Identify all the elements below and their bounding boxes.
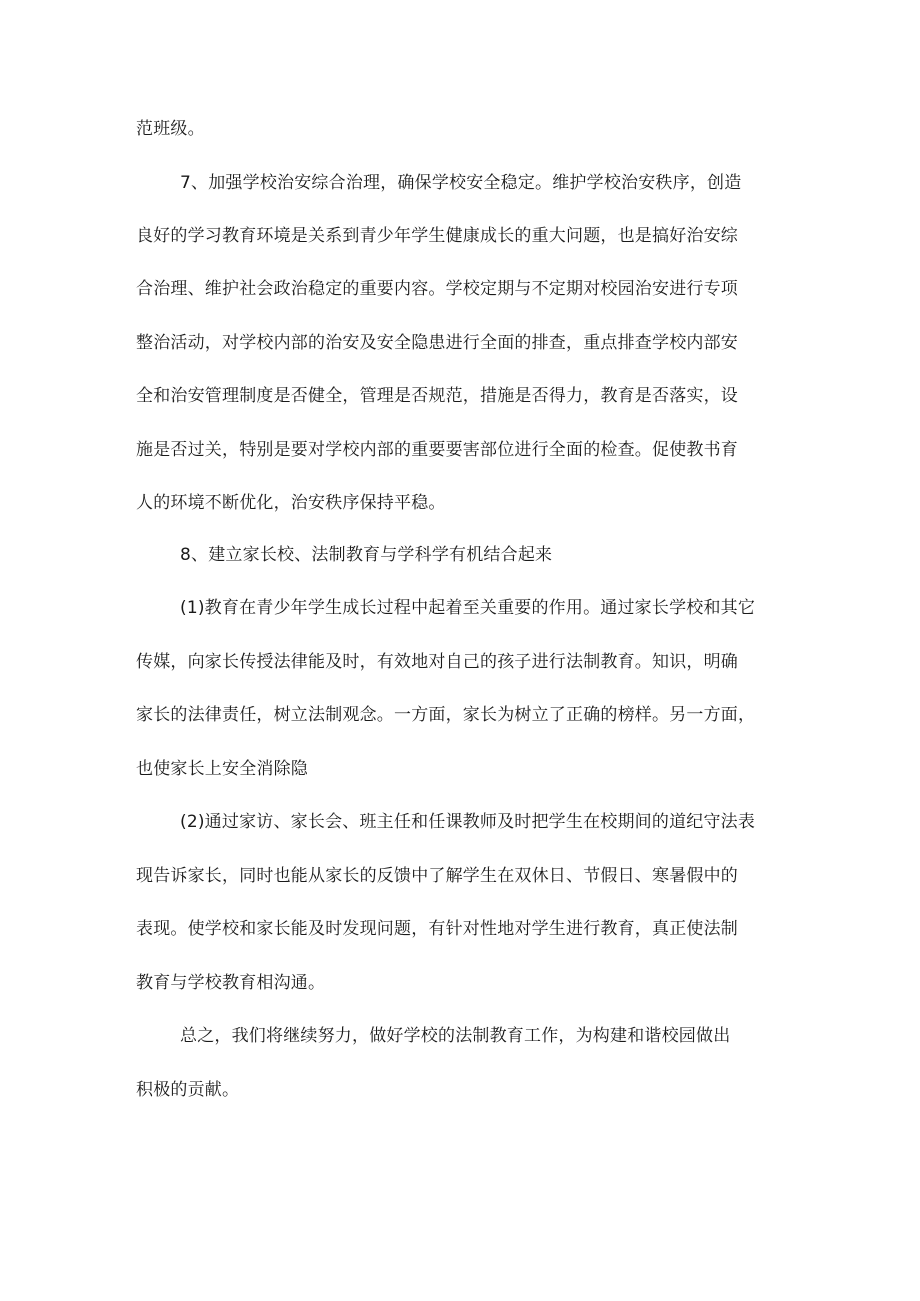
paragraph-line: 积极的贡献。: [136, 1080, 240, 1100]
paragraph-line: 人的环境不断优化，治安秩序保持平稳。: [136, 493, 446, 513]
paragraph-line: 现告诉家长，同时也能从家长的反馈中了解学生在双休日、节假日、寒暑假中的: [136, 866, 738, 886]
paragraph-line: 整治活动，对学校内部的治安及安全隐患进行全面的排查，重点排查学校内部安: [136, 333, 738, 353]
paragraph-line: 教育与学校教育相沟通。: [136, 973, 326, 993]
paragraph-line: 合治理、维护社会政治稳定的重要内容。学校定期与不定期对校园治安进行专项: [136, 279, 738, 299]
paragraph-line: 施是否过关，特别是要对学校内部的重要要害部位进行全面的检查。促使教书育: [136, 440, 738, 460]
item-2-line: (2)通过家访、家长会、班主任和任课教师及时把学生在校期间的道纪守法表: [180, 812, 756, 832]
paragraph-line: 表现。使学校和家长能及时发现问题，有针对性地对学生进行教育，真正使法制: [136, 919, 738, 939]
conclusion-line: 总之，我们将继续努力，做好学校的法制教育工作，为构建和谐校园做出: [180, 1026, 731, 1046]
paragraph-line: 全和治安管理制度是否健全，管理是否规范，措施是否得力，教育是否落实，设: [136, 386, 738, 406]
paragraph-line: 良好的学习教育环境是关系到青少年学生健康成长的重大问题，也是搞好治安综: [136, 226, 738, 246]
paragraph-line: 家长的法律责任，树立法制观念。一方面，家长为树立了正确的榜样。另一方面，: [136, 705, 756, 725]
item-1-line: (1)教育在青少年学生成长过程中起着至关重要的作用。通过家长学校和其它: [180, 598, 756, 618]
paragraph-line: 传媒，向家长传授法律能及时，有效地对自己的孩子进行法制教育。知识，明确: [136, 652, 738, 672]
section-7-heading-line: 7、加强学校治安综合治理，确保学校安全稳定。维护学校治安秩序，创造: [180, 173, 742, 193]
paragraph-line: 也使家长上安全消除隐: [136, 759, 308, 779]
section-8-heading: 8、建立家长校、法制教育与学科学有机结合起来: [180, 545, 553, 565]
paragraph-line: 范班级。: [136, 119, 205, 139]
